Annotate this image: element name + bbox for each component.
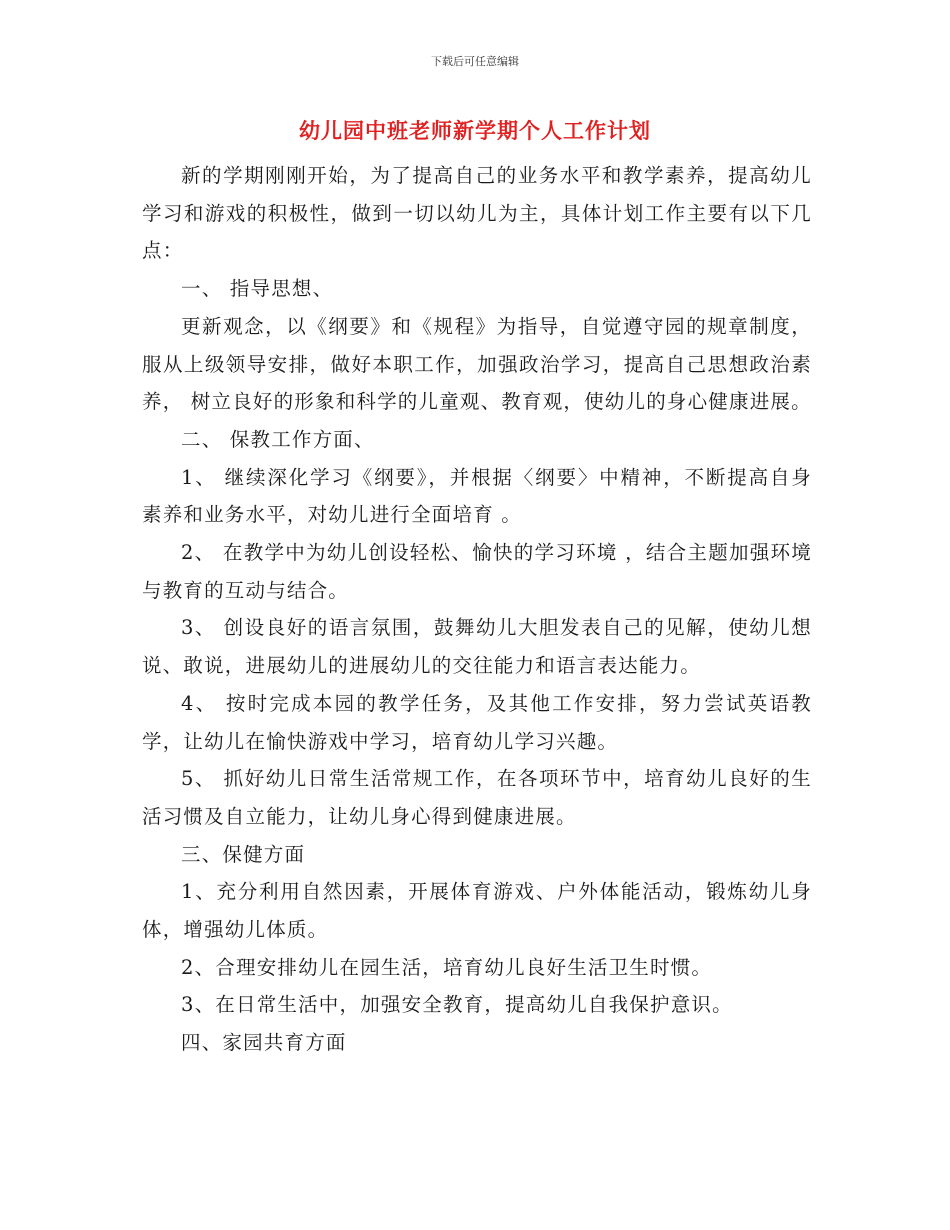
- list-item: 1、 继续深化学习《纲要》，并根据〈纲要〉中精神，不断提高自身素养和业务水平，对幼儿进行全面培育 。: [142, 465, 812, 527]
- list-item: 1、充分利用自然因素，开展体育游戏、户外体能活动，锻炼幼儿身体，增强幼儿体质。: [142, 880, 812, 942]
- section-heading-3: 三、保健方面: [181, 842, 306, 866]
- list-item: 3、 创设良好的语言氛围，鼓舞幼儿大胆发表自己的见解，使幼儿想说、敢说，进展幼儿的进展幼儿的交往能力和语言表达能力。: [142, 616, 812, 678]
- list-item: 5、 抓好幼儿日常生活常规工作，在各项环节中，培育幼儿良好的生活习惯及自立能力，让幼儿身心得到健康进展。: [142, 767, 812, 828]
- document-title: 幼儿园中班老师新学期个人工作计划: [299, 119, 651, 143]
- paragraph-intro: 新的学期刚刚开始，为了提高自己的业务水平和教学素养，提高幼儿学习和游戏的积极性，做到一切以幼儿为主，具体计划工作主要有以下几点：: [142, 164, 812, 263]
- section-heading-4: 四、家园共育方面: [181, 1031, 347, 1055]
- section-heading-1: 一、 指导思想、: [181, 277, 334, 301]
- document-body: [142, 157, 812, 1062]
- paragraph: 更新观念，以《纲要》和《规程》为指导，自觉遵守园的规章制度，服从上级领导安排，做好本职工作，加强政治学习，提高自己思想政治素养， 树立良好的形象和科学的儿童观、教育观，使幼儿的身心健康进展。: [142, 314, 812, 414]
- section-heading-2: 二、 保教工作方面、: [181, 427, 375, 451]
- list-item: 3、在日常生活中，加强安全教育，提高幼儿自我保护意识。: [181, 993, 733, 1017]
- header-note: 下载后可任意编辑: [431, 55, 519, 68]
- list-item: 2、合理安排幼儿在园生活，培育幼儿良好生活卫生时惯。: [181, 955, 713, 979]
- list-item: 4、 按时完成本园的教学任务，及其他工作安排，努力尝试英语教学，让幼儿在愉快游戏中学习，培育幼儿学习兴趣。: [142, 691, 812, 753]
- list-item: 2、 在教学中为幼儿创设轻松、愉快的学习环境 ，结合主题加强环境与教育的互动与结合。: [142, 541, 812, 602]
